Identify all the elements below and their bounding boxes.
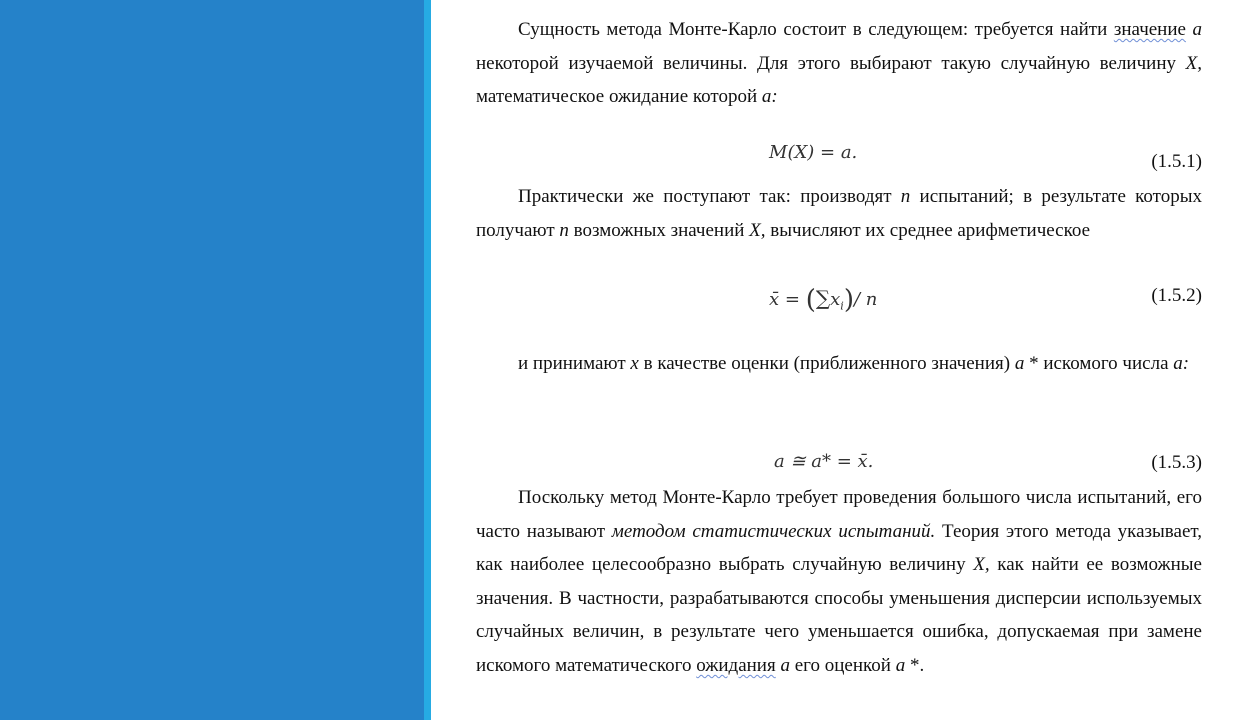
subscript-index: i: [840, 299, 844, 313]
spellcheck-word[interactable]: значение: [1113, 19, 1186, 40]
emphasized-term: методом статистических испытаний.: [611, 520, 936, 542]
paragraph-practical-approach: [476, 180, 1202, 247]
text-run: возможных значений: [568, 219, 750, 241]
math-variable: n: [900, 186, 911, 207]
text-run: Теория этого метода указывает, как наиболее целесообразно выбрать случайную величину: [476, 520, 1203, 576]
math-variable: a: [1192, 19, 1203, 40]
paragraph-monte-carlo-essence: [476, 13, 1202, 114]
equation-number-1-5-2: (1.5.2): [1151, 285, 1202, 306]
text-run: *.: [905, 654, 925, 676]
text-run: как найти ее возможные значения. В частности, разрабатываются способы уменьшения дисперсии используемых случайных величин, в результате чего уменьшается ошибка, допускаемая при замене искомого математического: [476, 554, 1202, 676]
spellcheck-word[interactable]: ожидания: [696, 654, 776, 676]
math-variable: a:: [761, 86, 778, 108]
formula-part: M: [769, 142, 788, 163]
math-variable: a: [895, 654, 906, 676]
accent-stripe: [424, 0, 431, 720]
equation-1-5-3: a ≅ a* = x̄.: [774, 451, 874, 472]
equation-1-5-1: [769, 142, 857, 163]
formula-part: x: [830, 289, 841, 310]
formula-paren: ): [843, 285, 854, 315]
math-variable: X,: [1185, 52, 1202, 74]
math-variable: a: [1014, 353, 1025, 374]
paragraph-estimate: [476, 347, 1202, 381]
formula-part: = a.: [814, 142, 858, 163]
text-run: Сущность метода Монте-Карло состоит в следующем: требуется найти: [518, 19, 1114, 40]
text-run: испытаний; в результате которых получают: [476, 186, 1202, 241]
text-run: его оценкой: [789, 654, 896, 676]
math-variable: n: [559, 219, 569, 241]
math-variable: x: [630, 353, 639, 374]
paragraph-statistical-trials: [476, 481, 1202, 683]
formula-part: x̄ =: [769, 289, 806, 310]
text-run: в качестве оценки (приближенного значения): [638, 353, 1015, 374]
text-run: вычисляют их среднее арифметическое: [765, 219, 1091, 241]
equation-number-1-5-3: (1.5.3): [1151, 452, 1202, 473]
text-run: некоторой изучаемой величины. Для этого выбирают такую случайную величину: [476, 52, 1186, 74]
sum-symbol: ∑: [815, 286, 831, 310]
formula-part: (X): [787, 142, 815, 163]
math-variable: X,: [749, 219, 766, 241]
formula-paren: (: [805, 285, 816, 315]
equation-1-5-2: [769, 285, 877, 315]
text-run: Практически же поступают так: производят: [518, 186, 901, 207]
document-page[interactable]: [431, 0, 1239, 720]
equation-number-1-5-1: (1.5.1): [1151, 151, 1202, 172]
text-run: * искомого числа: [1024, 353, 1174, 374]
text-column: [476, 0, 1202, 720]
text-run: математическое ожидание которой: [476, 86, 762, 108]
math-variable: a:: [1173, 353, 1190, 374]
text-run: Поскольку метод Монте-Карло требует проведения большого числа испытаний, его часто называют: [476, 487, 1202, 542]
text-run: и принимают: [518, 353, 631, 374]
formula-part: / n: [853, 289, 878, 310]
math-variable: a: [780, 654, 790, 676]
math-variable: X,: [973, 554, 990, 576]
left-side-panel: [0, 0, 424, 720]
